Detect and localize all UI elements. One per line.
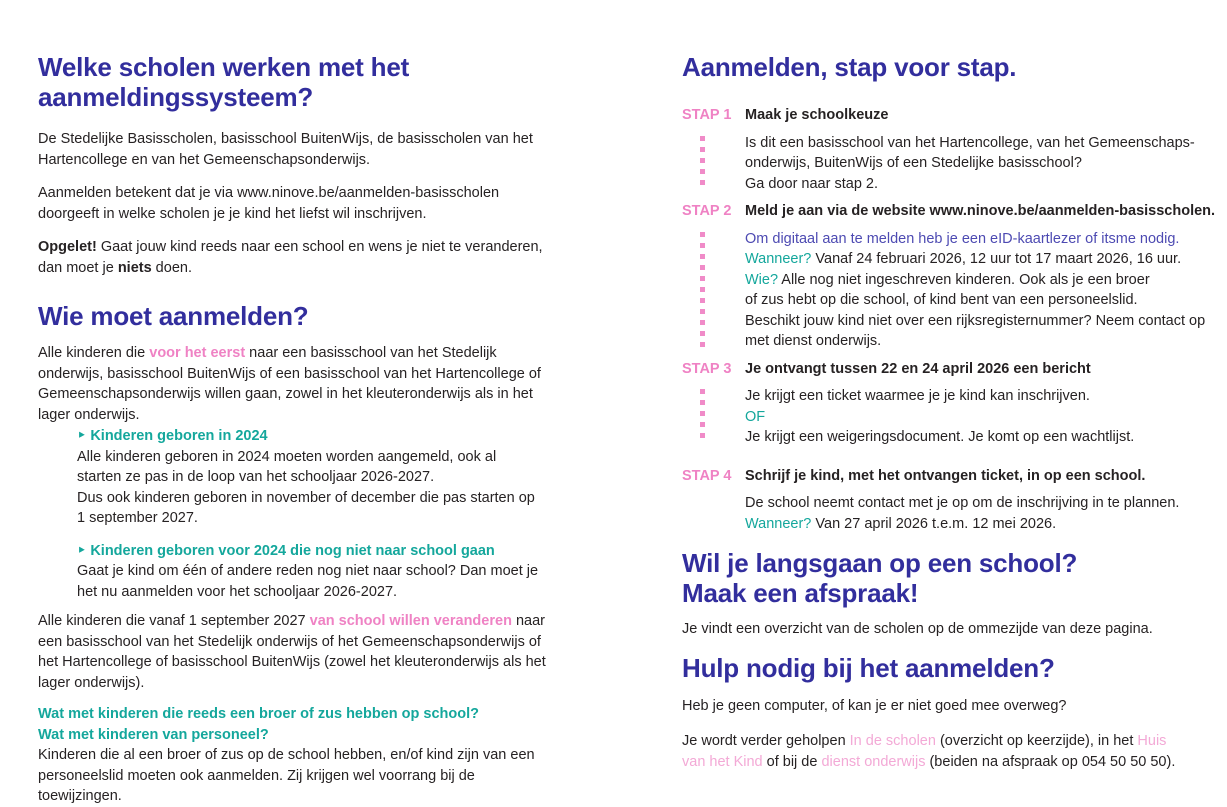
text-line: Hartencollege en van het Gemeenschapsonderwijs. [38, 151, 371, 168]
paragraph-scholen [38, 129, 603, 170]
text-span: Vanaf 24 februari 2026, 12 uur tot 17 maart 2026, 16 uur. [815, 251, 1182, 267]
step-label: STAP 2 [682, 203, 732, 219]
text-line [38, 237, 603, 258]
text-line: het nu aanmelden voor het schooljaar 2026-2027. [77, 583, 398, 600]
wanneer-label: Wanneer? [745, 251, 812, 267]
paragraph-opgelet [38, 237, 603, 278]
text-line [38, 611, 603, 632]
text-line: Kinderen die al een broer of zus op de school hebben, en/of kind zijn van een [38, 747, 535, 763]
step-2 [682, 201, 1222, 352]
heading-line: aanmeldingssysteem? [38, 82, 314, 112]
step-3 [682, 359, 1222, 448]
text-line: doorgeeft in welke scholen je je kind het liefst wil inschrijven. [38, 205, 427, 222]
step-1 [682, 105, 1222, 194]
of-separator: OF [745, 408, 766, 425]
link-huis-van-het-kind: Huis [1137, 733, 1167, 749]
step-head [682, 466, 1222, 487]
text-line: het Hartencollege of basisschool BuitenWijs (zowel het kleuteronderwijs als het [38, 654, 546, 670]
text-line: 1 september 2027. [77, 510, 198, 526]
paragraph-broer-antwoord [38, 745, 603, 807]
text-line: De Stedelijke Basisscholen, basisschool BuitenWijs, de basisscholen van het [38, 131, 533, 147]
bullet-title [77, 541, 603, 562]
paragraph-veranderen [38, 611, 603, 693]
heading-langsgaan-afspraak [682, 548, 1222, 608]
step-label: STAP 1 [682, 107, 732, 123]
text-span: (beiden na afspraak op 054 50 50 50). [925, 753, 1176, 770]
text-span: Alle nog niet ingeschreven kinderen. Ook als je een broer [781, 271, 1150, 288]
step-head [682, 201, 1222, 222]
paragraph-hulp-locaties [682, 731, 1222, 772]
step-title: Je ontvangt tussen 22 en 24 april 2026 een bericht [745, 360, 1091, 377]
question-broer-personeel [38, 704, 603, 745]
bullet-title-text: Kinderen geboren voor 2024 die nog niet naar school gaan [90, 542, 495, 559]
text-line-with-url: Aanmelden betekent dat je via www.ninove.be/aanmelden-basisscholen [38, 185, 500, 201]
text-line: of zus hebt op die school, of kind bent van een personeelslid. [745, 292, 1138, 308]
step-title: Maak je schoolkeuze [745, 107, 889, 123]
text-line: een basisschool van het Stedelijk onderwijs of het Gemeenschapsonderwijs of [38, 633, 541, 650]
bullet-arrow-icon: ‣ [77, 428, 87, 444]
text-span: dan moet je [38, 259, 118, 276]
link-in-de-scholen: In de scholen [849, 733, 936, 749]
heading-line: Maak een afspraak! [682, 578, 919, 608]
step-body [745, 493, 1222, 534]
pink-highlight: voor het eerst [149, 345, 246, 361]
text-line: personeelslid moeten ook aanmelden. Zij krijgen wel voorrang bij de [38, 767, 475, 784]
text-line [745, 249, 1222, 270]
text-line: starten ze pas in de loop van het schooljaar 2026-2027. [77, 469, 435, 485]
bullet-arrow-icon: ‣ [77, 542, 87, 559]
wanneer-label: Wanneer? [745, 515, 812, 532]
heading-wie-moet-aanmelden: Wie moet aanmelden? [38, 301, 309, 331]
text-span: Alle kinderen die [38, 345, 150, 361]
wie-label: Wie? [745, 271, 779, 288]
text-line: Gemeenschapsonderwijs willen gaan, zowel in het kleuteronderwijs als in het [38, 386, 533, 402]
text-line [38, 343, 603, 364]
text-line [38, 258, 603, 279]
text-line: toewijzingen. [38, 788, 122, 804]
text-line: lager onderwijs). [38, 674, 145, 691]
link-huis-van-het-kind: van het Kind [682, 753, 763, 770]
text-span: Je wordt verder geholpen [682, 733, 850, 749]
text-line: lager onderwijs. [38, 406, 140, 423]
step-head [682, 359, 1222, 380]
bullet-title-text: Kinderen geboren in 2024 [90, 428, 268, 444]
step-4 [682, 466, 1222, 535]
paragraph-wie [38, 343, 603, 425]
text-line: Alle kinderen geboren in 2024 moeten worden aangemeld, ook al [77, 448, 497, 465]
text-line: Ga door naar stap 2. [745, 175, 878, 192]
heading-line: Wil je langsgaan op een school? [682, 548, 1078, 578]
step-body [745, 229, 1222, 352]
heading-hulp-nodig: Hulp nodig bij het aanmelden? [682, 652, 1055, 683]
step-label: STAP 3 [682, 360, 732, 377]
text-line: Is dit een basisschool van het Hartencollege, van het Gemeenschaps- [745, 134, 1195, 151]
text-span: naar een basisschool van het Stedelijk [245, 345, 497, 361]
bullet-geboren-voor-2024 [77, 541, 603, 603]
text-span: (overzicht op keerzijde), in het [935, 733, 1138, 749]
niets-bold: niets [117, 259, 152, 276]
text-line: De school neemt contact met je op om de inschrijving in te plannen. [745, 495, 1180, 511]
text-line [745, 270, 1222, 291]
text-line [682, 731, 1222, 752]
text-span: Gaat jouw kind reeds naar een school en wens je niet te veranderen, [96, 239, 543, 255]
text-line: Dus ook kinderen geboren in november of december die pas starten op [77, 489, 535, 506]
pink-highlight: van school willen veranderen [309, 613, 512, 629]
text-line: Gaat je kind om één of andere reden nog niet naar school? Dan moet je [77, 563, 539, 579]
text-line: onderwijs, BuitenWijs of een Stedelijke basisschool? [745, 155, 1082, 171]
text-line [682, 752, 1222, 773]
purple-note-line: Om digitaal aan te melden heb je een eID-kaartlezer of itsme nodig. [745, 230, 1180, 247]
text-line: onderwijs, basisschool BuitenWijs of een basisschool van het Hartencollege of [38, 365, 541, 382]
step-head [682, 105, 1222, 126]
paragraph-computer: Heb je geen computer, of kan je er niet goed mee overweg? [682, 697, 1067, 714]
step-body [745, 386, 1222, 448]
heading-welke-scholen [38, 52, 603, 112]
teal-question-line: Wat met kinderen van personeel? [38, 726, 269, 743]
text-span: Alle kinderen die vanaf 1 september 2027 [38, 613, 310, 629]
opgelet-bold: Opgelet! [38, 239, 97, 255]
step-title-with-url: Meld je aan via de website www.ninove.be/aanmelden-basisscholen. [745, 203, 1216, 219]
bullet-geboren-2024 [77, 426, 603, 529]
text-line: met dienst onderwijs. [745, 333, 882, 349]
step-title: Schrijf je kind, met het ontvangen ticket, in op een school. [745, 467, 1146, 484]
text-span: Van 27 april 2026 t.e.m. 12 mei 2026. [815, 515, 1057, 532]
text-line: Je krijgt een weigeringsdocument. Je komt op een wachtlijst. [745, 429, 1135, 445]
step-label: STAP 4 [682, 467, 732, 484]
bullet-title [77, 426, 603, 447]
paragraph-overzicht: Je vindt een overzicht van de scholen op de ommezijde van deze pagina. [682, 621, 1153, 637]
text-line: Beschikt jouw kind niet over een rijksregisternummer? Neem contact op [745, 312, 1206, 329]
step-body [745, 133, 1222, 195]
link-dienst-onderwijs: dienst onderwijs [821, 753, 926, 770]
text-line: Je krijgt een ticket waarmee je je kind kan inschrijven. [745, 388, 1090, 404]
paragraph-aanmelden-betekent [38, 183, 603, 224]
text-span: of bij de [762, 753, 822, 770]
heading-line: Welke scholen werken met het [38, 52, 410, 82]
text-span: naar [511, 613, 545, 629]
left-column [38, 52, 603, 807]
right-column [682, 52, 1222, 772]
heading-aanmelden-stap-voor-stap: Aanmelden, stap voor stap. [682, 52, 1017, 82]
text-span: doen. [151, 259, 192, 276]
text-line [745, 514, 1222, 535]
teal-question-line: Wat met kinderen die reeds een broer of zus hebben op school? [38, 706, 479, 722]
